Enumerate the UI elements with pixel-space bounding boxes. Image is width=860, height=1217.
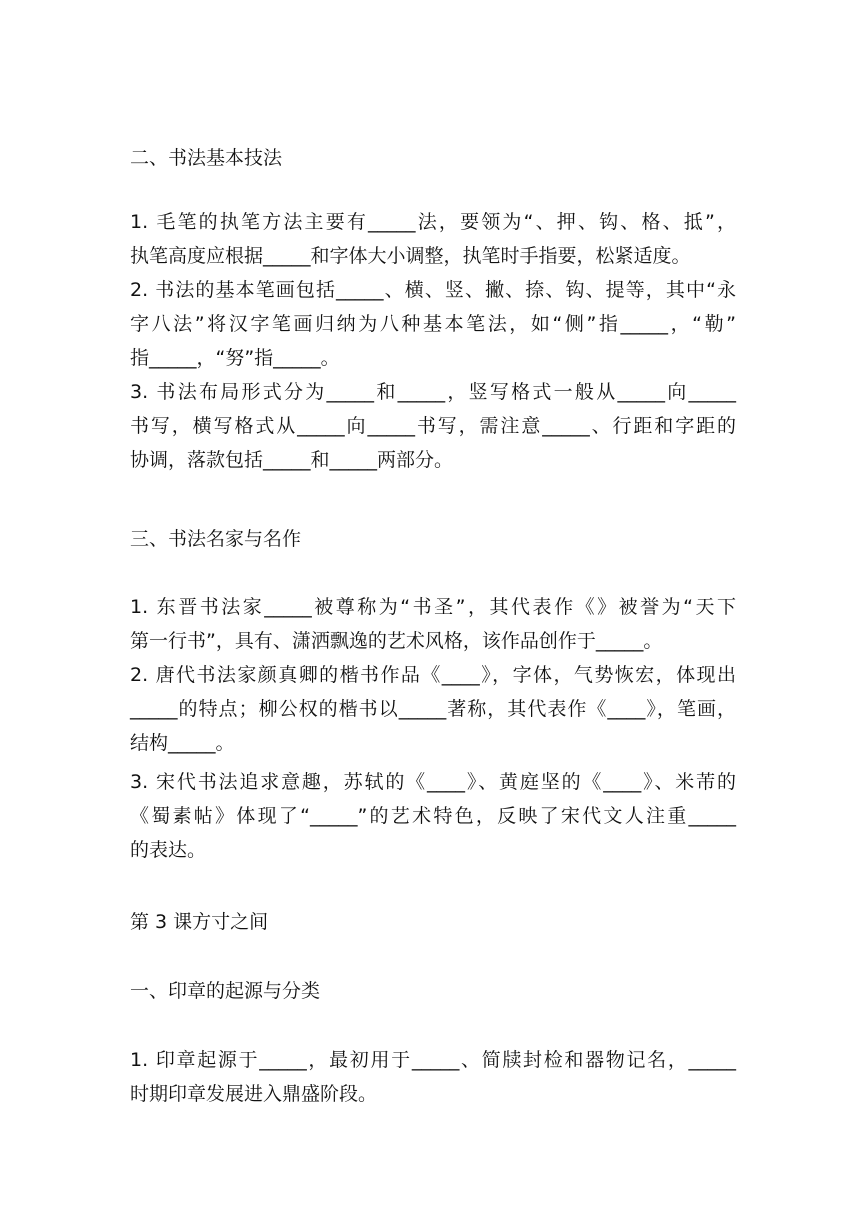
- text-line: 执笔高度应根据_____和字体大小调整，执笔时手指要，松紧适度。: [130, 245, 691, 267]
- text-line: _____的特点；柳公权的楷书以_____著称，其代表作《____》，笔画，: [130, 698, 736, 720]
- question-3-layout-forms: [130, 375, 736, 477]
- text-line: 指_____，“努”指_____。: [130, 347, 340, 369]
- section-heading-calligraphy-techniques: 二、书法基本技法: [130, 147, 283, 169]
- text-line: 3. 宋代书法追求意趣，苏轼的《____》、黄庭坚的《____》、米芾的: [130, 771, 736, 793]
- text-line: 3. 书法布局形式分为_____和_____，竖写格式一般从_____向_____: [130, 381, 736, 403]
- text-line: 1. 印章起源于_____，最初用于_____、简牍封检和器物记名，_____: [130, 1049, 736, 1071]
- text-line: 《蜀素帖》体现了“_____”的艺术特色，反映了宋代文人注重_____: [130, 805, 736, 827]
- text-line: 2. 书法的基本笔画包括_____、横、竖、撇、捺、钩、提等，其中“永: [130, 279, 736, 301]
- text-line: 的表达。: [130, 839, 207, 861]
- text-line: 书写，横写格式从_____向_____书写，需注意_____、行距和字距的: [130, 415, 736, 437]
- text-line: 2. 唐代书法家颜真卿的楷书作品《____》，字体，气势恢宏，体现出: [130, 664, 736, 686]
- text-line: 时期印章发展进入鼎盛阶段。: [130, 1083, 378, 1105]
- section-heading-masters-and-works: 三、书法名家与名作: [130, 528, 302, 550]
- text-line: 字八法”将汉字笔画归纳为八种基本笔法，如“侧”指_____，“勒”: [130, 313, 736, 335]
- question-1-seal-origin: [130, 1043, 736, 1111]
- text-line: 1. 东晋书法家_____被尊称为“书圣”，其代表作《》被誉为“天下: [130, 596, 736, 618]
- text-line: 协调，落款包括_____和_____两部分。: [130, 449, 454, 471]
- question-2-yan-zhenqing: [130, 658, 736, 760]
- section-heading-seal-origin: 一、印章的起源与分类: [130, 980, 321, 1002]
- lesson-title: 第 3 课方寸之间: [130, 911, 269, 933]
- question-1-wang-xizhi: [130, 590, 736, 658]
- question-3-song-calligraphy: [130, 765, 736, 867]
- document-page: [130, 0, 736, 1217]
- question-1-brush-holding: [130, 205, 736, 273]
- text-line: 第一行书”，具有、潇洒飘逸的艺术风格，该作品创作于_____。: [130, 630, 663, 652]
- text-line: 1. 毛笔的执笔方法主要有_____法，要领为“、押、钩、格、抵”，: [130, 211, 736, 233]
- question-2-basic-strokes: [130, 273, 736, 375]
- text-line: 结构_____。: [130, 732, 235, 754]
